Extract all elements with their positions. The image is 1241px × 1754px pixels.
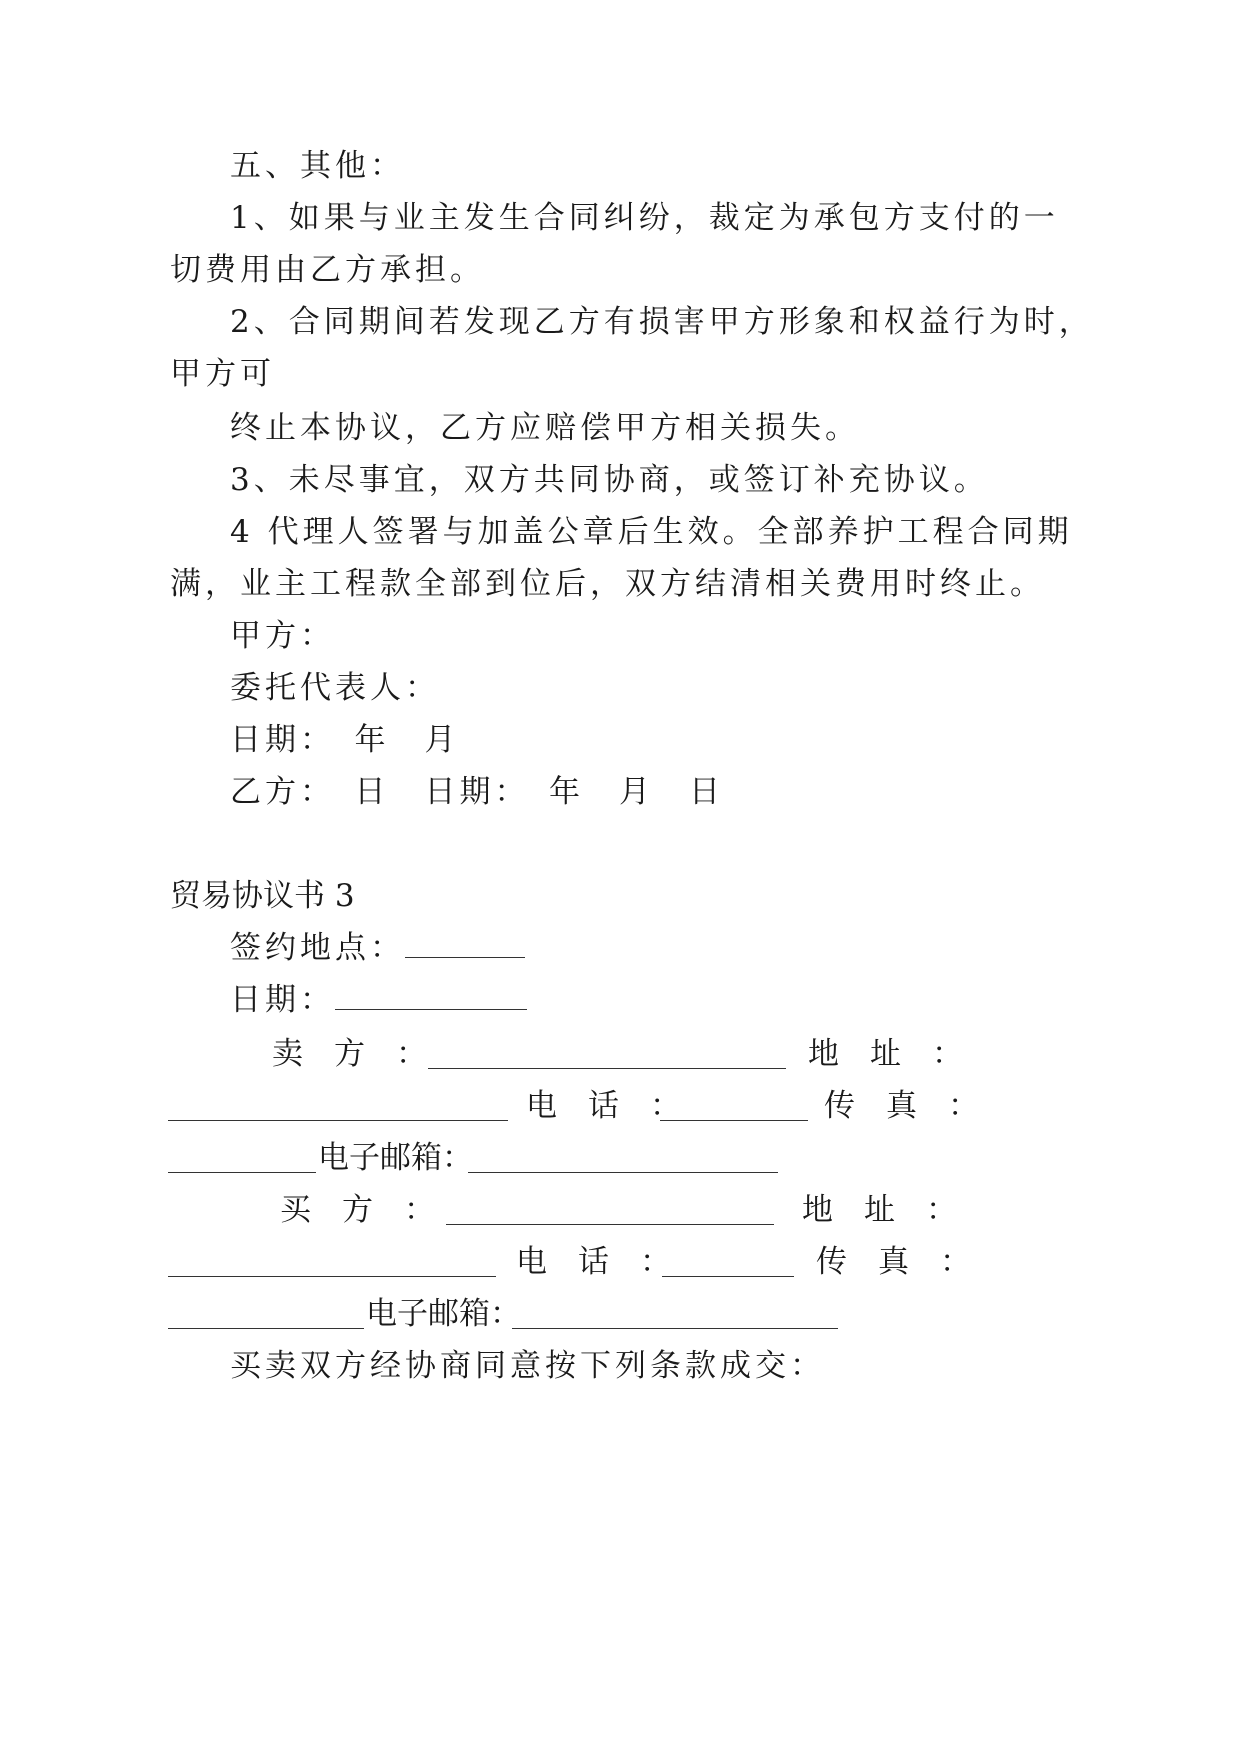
buyer-fax-blank: [168, 1300, 364, 1329]
seller-email-blank: [468, 1144, 778, 1173]
clause-2-line-1: 2、合同期间若发现乙方有损害甲方形象和权益行为时，: [230, 304, 1094, 340]
buyer-address-blank: [168, 1248, 496, 1277]
seller-name-blank: [428, 1040, 786, 1069]
seller-phone-blank: [660, 1092, 808, 1121]
date-label: 日期：: [230, 982, 335, 1018]
clause-4-line-2: 满，业主工程款全部到位后，双方结清相关费用时终止。: [170, 566, 1045, 602]
seller-fax-label: 传 真 ：: [824, 1088, 979, 1124]
date-blank: [335, 981, 527, 1010]
buyer-email-label: 电子邮箱：: [366, 1296, 521, 1332]
buyer-email-blank: [512, 1300, 838, 1329]
buyer-phone-blank: [662, 1248, 794, 1277]
clause-1-line-1: 1、如果与业主发生合同纠纷，裁定为承包方支付的一: [230, 200, 1059, 236]
seller-address-blank: [168, 1092, 508, 1121]
date-row: [230, 980, 527, 1020]
seller-fax-blank: [168, 1144, 316, 1173]
section-heading: 五、其他：: [230, 148, 405, 184]
signing-place-label: 签约地点：: [230, 930, 405, 966]
date-line-a: 日期： 年 月: [230, 722, 460, 758]
seller-address-label: 地 址 ：: [808, 1036, 963, 1072]
clause-1-line-2: 切费用由乙方承担。: [170, 252, 485, 288]
buyer-fax-label: 传 真 ：: [816, 1244, 971, 1280]
buyer-address-label: 地 址 ：: [802, 1192, 957, 1228]
buyer-phone-label: 电 话 ：: [516, 1244, 671, 1280]
seller-phone-label: 电 话 ：: [526, 1088, 681, 1124]
signing-place-row: [230, 928, 525, 968]
clause-3: 3、未尽事宜，双方共同协商，或签订补充协议。: [230, 462, 989, 498]
buyer-label: 买 方 ：: [280, 1192, 435, 1228]
agreement-title: 贸易协议书 3: [170, 878, 355, 914]
terms-intro: 买卖双方经协商同意按下列条款成交：: [230, 1348, 825, 1384]
buyer-name-blank: [446, 1196, 774, 1225]
seller-email-label: 电子邮箱：: [318, 1140, 473, 1176]
clause-2-line-3: 终止本协议，乙方应赔偿甲方相关损失。: [230, 410, 860, 446]
party-a-label: 甲方：: [230, 618, 335, 654]
agent-label: 委托代表人：: [230, 670, 440, 706]
signing-place-blank: [405, 929, 525, 958]
clause-4-line-1: 4 代理人签署与加盖公章后生效。全部养护工程合同期: [230, 514, 1073, 550]
clause-2-line-2: 甲方可: [170, 356, 275, 392]
seller-label: 卖 方 ：: [272, 1036, 427, 1072]
party-b-line: 乙方： 日 日期： 年 月 日: [230, 774, 724, 810]
